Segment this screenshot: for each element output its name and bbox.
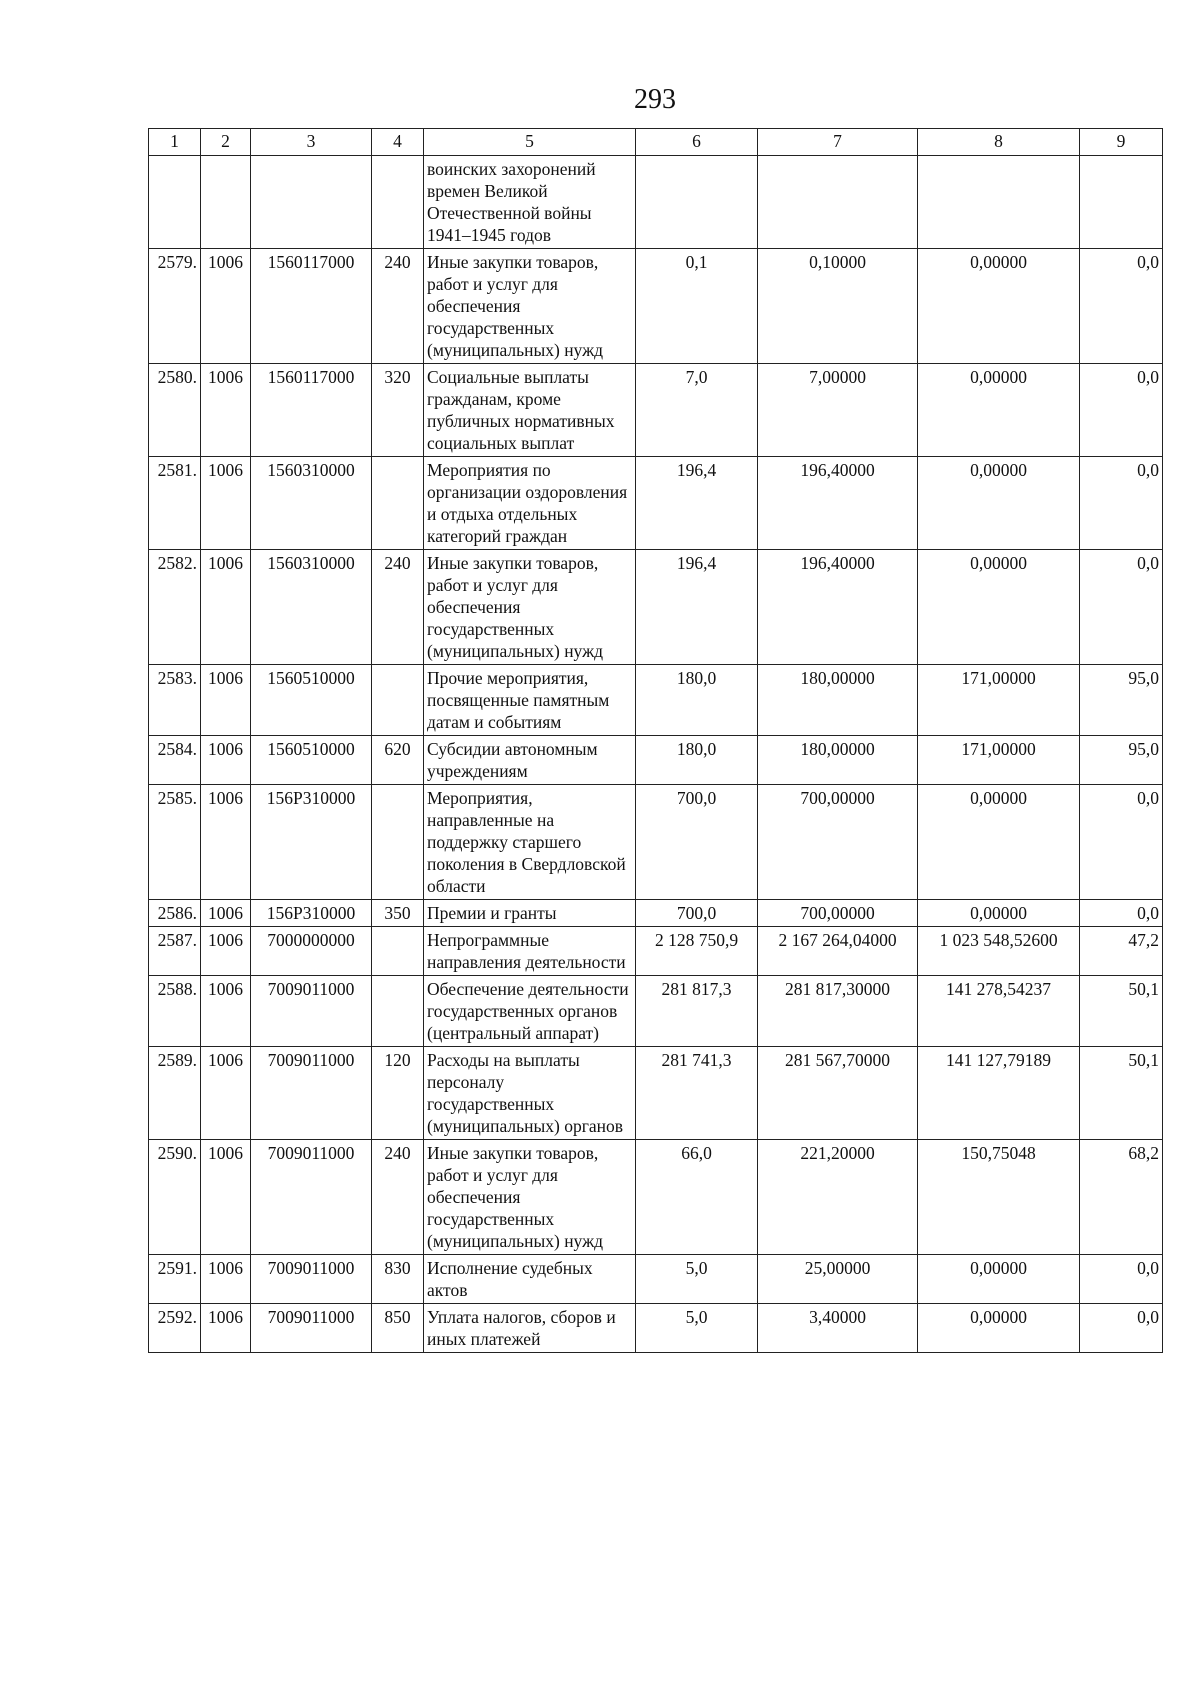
table-row xyxy=(149,1255,1163,1304)
table-row xyxy=(149,736,1163,785)
expense-name-cell: Непрограммные направления деятельности xyxy=(424,927,636,976)
expense-type-code-cell xyxy=(372,665,424,736)
approved-amount-cell: 5,0 xyxy=(636,1255,758,1304)
executed-amount-cell: 0,00000 xyxy=(918,364,1080,457)
execution-percent-cell: 0,0 xyxy=(1080,364,1163,457)
column-header: 3 xyxy=(251,129,372,156)
executed-amount-cell: 0,00000 xyxy=(918,785,1080,900)
expense-type-code-cell: 240 xyxy=(372,249,424,364)
execution-percent-cell: 0,0 xyxy=(1080,1304,1163,1353)
target-article-code-cell: 1560310000 xyxy=(251,550,372,665)
expense-type-code-cell xyxy=(372,976,424,1047)
table-row xyxy=(149,976,1163,1047)
executed-amount-cell: 0,00000 xyxy=(918,550,1080,665)
expense-type-code-cell xyxy=(372,156,424,249)
expense-type-code-cell: 240 xyxy=(372,550,424,665)
row-number-cell: 2583. xyxy=(149,665,201,736)
row-number-cell: 2590. xyxy=(149,1140,201,1255)
approved-amount-cell: 700,0 xyxy=(636,785,758,900)
refined-amount-cell: 7,00000 xyxy=(758,364,918,457)
execution-percent-cell: 0,0 xyxy=(1080,457,1163,550)
row-number-cell: 2592. xyxy=(149,1304,201,1353)
section-code-cell: 1006 xyxy=(201,976,251,1047)
executed-amount-cell: 1 023 548,52600 xyxy=(918,927,1080,976)
target-article-code-cell: 7009011000 xyxy=(251,1140,372,1255)
table-row xyxy=(149,457,1163,550)
expense-type-code-cell: 350 xyxy=(372,900,424,927)
row-number-cell: 2585. xyxy=(149,785,201,900)
approved-amount-cell: 281 741,3 xyxy=(636,1047,758,1140)
executed-amount-cell: 0,00000 xyxy=(918,457,1080,550)
table-row xyxy=(149,785,1163,900)
expense-name-cell: Прочие мероприятия, посвященные памятным датам и событиям xyxy=(424,665,636,736)
execution-percent-cell: 0,0 xyxy=(1080,1255,1163,1304)
section-code-cell: 1006 xyxy=(201,364,251,457)
column-header: 7 xyxy=(758,129,918,156)
expense-type-code-cell: 240 xyxy=(372,1140,424,1255)
executed-amount-cell xyxy=(918,156,1080,249)
execution-percent-cell xyxy=(1080,156,1163,249)
expense-type-code-cell: 830 xyxy=(372,1255,424,1304)
target-article-code-cell: 1560510000 xyxy=(251,736,372,785)
refined-amount-cell: 196,40000 xyxy=(758,550,918,665)
expense-type-code-cell xyxy=(372,457,424,550)
expense-type-code-cell: 850 xyxy=(372,1304,424,1353)
refined-amount-cell xyxy=(758,156,918,249)
table-row xyxy=(149,249,1163,364)
expense-name-cell: Расходы на выплаты персоналу государственных (муниципальных) органов xyxy=(424,1047,636,1140)
approved-amount-cell: 196,4 xyxy=(636,457,758,550)
approved-amount-cell: 196,4 xyxy=(636,550,758,665)
target-article-code-cell: 1560310000 xyxy=(251,457,372,550)
expense-name-cell: Премии и гранты xyxy=(424,900,636,927)
executed-amount-cell: 171,00000 xyxy=(918,736,1080,785)
expense-name-cell: Обеспечение деятельности государственных органов (центральный аппарат) xyxy=(424,976,636,1047)
table-row xyxy=(149,665,1163,736)
table-row xyxy=(149,927,1163,976)
executed-amount-cell: 150,75048 xyxy=(918,1140,1080,1255)
column-header: 1 xyxy=(149,129,201,156)
refined-amount-cell: 281 567,70000 xyxy=(758,1047,918,1140)
section-code-cell: 1006 xyxy=(201,550,251,665)
column-header: 4 xyxy=(372,129,424,156)
table-row xyxy=(149,550,1163,665)
row-number-cell: 2582. xyxy=(149,550,201,665)
approved-amount-cell: 2 128 750,9 xyxy=(636,927,758,976)
row-number-cell: 2588. xyxy=(149,976,201,1047)
executed-amount-cell: 171,00000 xyxy=(918,665,1080,736)
target-article-code-cell: 1560117000 xyxy=(251,249,372,364)
row-number-cell: 2586. xyxy=(149,900,201,927)
column-header: 5 xyxy=(424,129,636,156)
approved-amount-cell: 700,0 xyxy=(636,900,758,927)
executed-amount-cell: 0,00000 xyxy=(918,1304,1080,1353)
target-article-code-cell: 7009011000 xyxy=(251,1255,372,1304)
table-row xyxy=(149,1047,1163,1140)
table-row xyxy=(149,1304,1163,1353)
approved-amount-cell: 281 817,3 xyxy=(636,976,758,1047)
refined-amount-cell: 281 817,30000 xyxy=(758,976,918,1047)
executed-amount-cell: 141 278,54237 xyxy=(918,976,1080,1047)
section-code-cell: 1006 xyxy=(201,1255,251,1304)
execution-percent-cell: 95,0 xyxy=(1080,665,1163,736)
column-header: 2 xyxy=(201,129,251,156)
expense-name-cell: Социальные выплаты гражданам, кроме публичных нормативных социальных выплат xyxy=(424,364,636,457)
section-code-cell: 1006 xyxy=(201,1304,251,1353)
expense-type-code-cell: 320 xyxy=(372,364,424,457)
approved-amount-cell: 5,0 xyxy=(636,1304,758,1353)
section-code-cell: 1006 xyxy=(201,665,251,736)
expense-name-cell: Исполнение судебных актов xyxy=(424,1255,636,1304)
executed-amount-cell: 0,00000 xyxy=(918,249,1080,364)
row-number-cell: 2589. xyxy=(149,1047,201,1140)
approved-amount-cell: 7,0 xyxy=(636,364,758,457)
row-number-cell: 2580. xyxy=(149,364,201,457)
row-number-cell: 2584. xyxy=(149,736,201,785)
section-code-cell: 1006 xyxy=(201,249,251,364)
refined-amount-cell: 700,00000 xyxy=(758,900,918,927)
section-code-cell: 1006 xyxy=(201,1047,251,1140)
section-code-cell: 1006 xyxy=(201,457,251,550)
row-number-cell: 2581. xyxy=(149,457,201,550)
expense-name-cell: воинских захоронений времен Великой Отечественной войны 1941–1945 годов xyxy=(424,156,636,249)
refined-amount-cell: 25,00000 xyxy=(758,1255,918,1304)
approved-amount-cell: 180,0 xyxy=(636,736,758,785)
expense-name-cell: Иные закупки товаров, работ и услуг для обеспечения государственных (муниципальных) нужд xyxy=(424,1140,636,1255)
execution-percent-cell: 0,0 xyxy=(1080,249,1163,364)
execution-percent-cell: 0,0 xyxy=(1080,785,1163,900)
target-article-code-cell: 7009011000 xyxy=(251,1304,372,1353)
target-article-code-cell xyxy=(251,156,372,249)
refined-amount-cell: 180,00000 xyxy=(758,736,918,785)
refined-amount-cell: 180,00000 xyxy=(758,665,918,736)
row-number-cell: 2579. xyxy=(149,249,201,364)
budget-table xyxy=(148,128,1163,1353)
row-number-cell: 2587. xyxy=(149,927,201,976)
column-header: 8 xyxy=(918,129,1080,156)
expense-name-cell: Мероприятия, направленные на поддержку старшего поколения в Свердловской области xyxy=(424,785,636,900)
refined-amount-cell: 3,40000 xyxy=(758,1304,918,1353)
section-code-cell: 1006 xyxy=(201,927,251,976)
expense-name-cell: Иные закупки товаров, работ и услуг для обеспечения государственных (муниципальных) нужд xyxy=(424,550,636,665)
execution-percent-cell: 0,0 xyxy=(1080,900,1163,927)
page-number: 293 xyxy=(634,84,676,115)
expense-name-cell: Иные закупки товаров, работ и услуг для обеспечения государственных (муниципальных) нужд xyxy=(424,249,636,364)
section-code-cell: 1006 xyxy=(201,900,251,927)
execution-percent-cell: 68,2 xyxy=(1080,1140,1163,1255)
row-number-cell: 2591. xyxy=(149,1255,201,1304)
refined-amount-cell: 0,10000 xyxy=(758,249,918,364)
target-article-code-cell: 156P310000 xyxy=(251,900,372,927)
refined-amount-cell: 2 167 264,04000 xyxy=(758,927,918,976)
approved-amount-cell xyxy=(636,156,758,249)
table-row xyxy=(149,1140,1163,1255)
expense-name-cell: Мероприятия по организации оздоровления и отдыха отдельных категорий граждан xyxy=(424,457,636,550)
target-article-code-cell: 7009011000 xyxy=(251,1047,372,1140)
target-article-code-cell: 7000000000 xyxy=(251,927,372,976)
column-header: 9 xyxy=(1080,129,1163,156)
execution-percent-cell: 47,2 xyxy=(1080,927,1163,976)
table-body xyxy=(149,156,1163,1353)
executed-amount-cell: 0,00000 xyxy=(918,1255,1080,1304)
target-article-code-cell: 1560510000 xyxy=(251,665,372,736)
refined-amount-cell: 700,00000 xyxy=(758,785,918,900)
section-code-cell: 1006 xyxy=(201,736,251,785)
section-code-cell xyxy=(201,156,251,249)
target-article-code-cell: 156P310000 xyxy=(251,785,372,900)
executed-amount-cell: 141 127,79189 xyxy=(918,1047,1080,1140)
execution-percent-cell: 50,1 xyxy=(1080,1047,1163,1140)
header-row xyxy=(149,129,1163,156)
expense-type-code-cell: 620 xyxy=(372,736,424,785)
column-header: 6 xyxy=(636,129,758,156)
target-article-code-cell: 1560117000 xyxy=(251,364,372,457)
row-number-cell xyxy=(149,156,201,249)
section-code-cell: 1006 xyxy=(201,785,251,900)
expense-type-code-cell xyxy=(372,785,424,900)
table-row xyxy=(149,900,1163,927)
approved-amount-cell: 180,0 xyxy=(636,665,758,736)
executed-amount-cell: 0,00000 xyxy=(918,900,1080,927)
section-code-cell: 1006 xyxy=(201,1140,251,1255)
refined-amount-cell: 196,40000 xyxy=(758,457,918,550)
execution-percent-cell: 0,0 xyxy=(1080,550,1163,665)
refined-amount-cell: 221,20000 xyxy=(758,1140,918,1255)
expense-name-cell: Уплата налогов, сборов и иных платежей xyxy=(424,1304,636,1353)
execution-percent-cell: 50,1 xyxy=(1080,976,1163,1047)
target-article-code-cell: 7009011000 xyxy=(251,976,372,1047)
expense-type-code-cell: 120 xyxy=(372,1047,424,1140)
approved-amount-cell: 66,0 xyxy=(636,1140,758,1255)
execution-percent-cell: 95,0 xyxy=(1080,736,1163,785)
expense-name-cell: Субсидии автономным учреждениям xyxy=(424,736,636,785)
expense-type-code-cell xyxy=(372,927,424,976)
approved-amount-cell: 0,1 xyxy=(636,249,758,364)
table-row xyxy=(149,156,1163,249)
table-row xyxy=(149,364,1163,457)
